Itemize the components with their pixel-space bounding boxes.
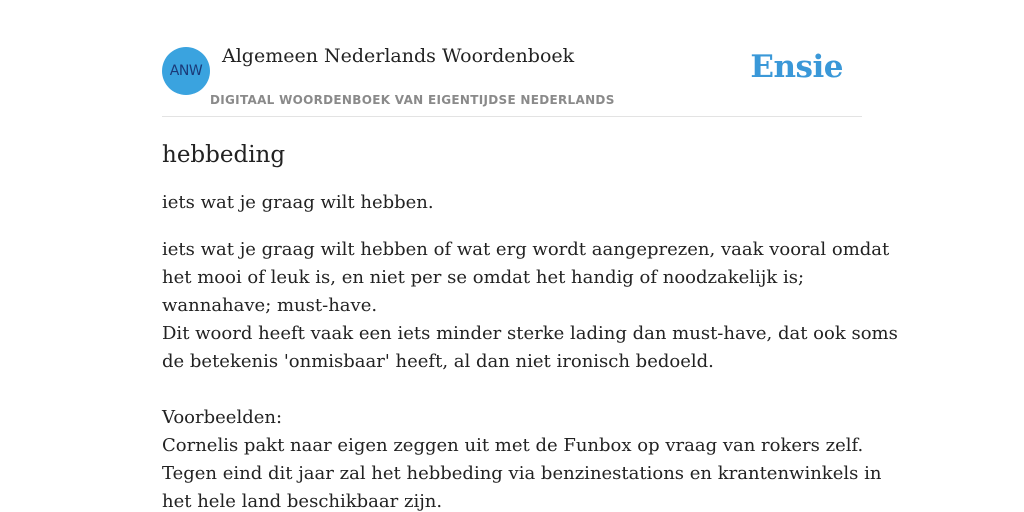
site-header [162,0,862,117]
anw-logo[interactable]: ANW [162,47,210,95]
site-title[interactable]: Algemeen Nederlands Woordenboek [222,45,575,67]
site-subtitle: DIGITAAL WOORDENBOEK VAN EIGENTIJDSE NEDERLANDS [210,93,615,107]
long-definition [162,236,898,512]
definition-line: iets wat je graag wilt hebben of wat erg wordt aangeprezen, vaak vooral omdat [162,239,890,260]
examples-heading: Voorbeelden: [162,407,283,428]
paragraph-spacer [162,376,862,404]
example-line: Cornelis pakt naar eigen zeggen uit met de Funbox op vraag van rokers zelf. [162,435,864,456]
definition-line: wannahave; must-have. [162,295,378,316]
short-definition: iets wat je graag wilt hebben. [162,192,434,213]
example-line: Tegen eind dit jaar zal het hebbeding via benzinestations en krantenwinkels in [162,463,882,484]
entry-headword: hebbeding [162,142,286,168]
example-line: het hele land beschikbaar zijn. [162,491,443,512]
entry-content [162,139,898,512]
definition-line: het mooi of leuk is, en niet per se omdat het handig of noodzakelijk is; [162,267,805,288]
definition-line: Dit woord heeft vaak een iets minder sterke lading dan must-have, dat ook soms [162,323,898,344]
definition-line: de betekenis 'onmisbaar' heeft, al dan niet ironisch bedoeld. [162,351,714,372]
ensie-brand-logo[interactable]: Ensie [750,49,843,85]
